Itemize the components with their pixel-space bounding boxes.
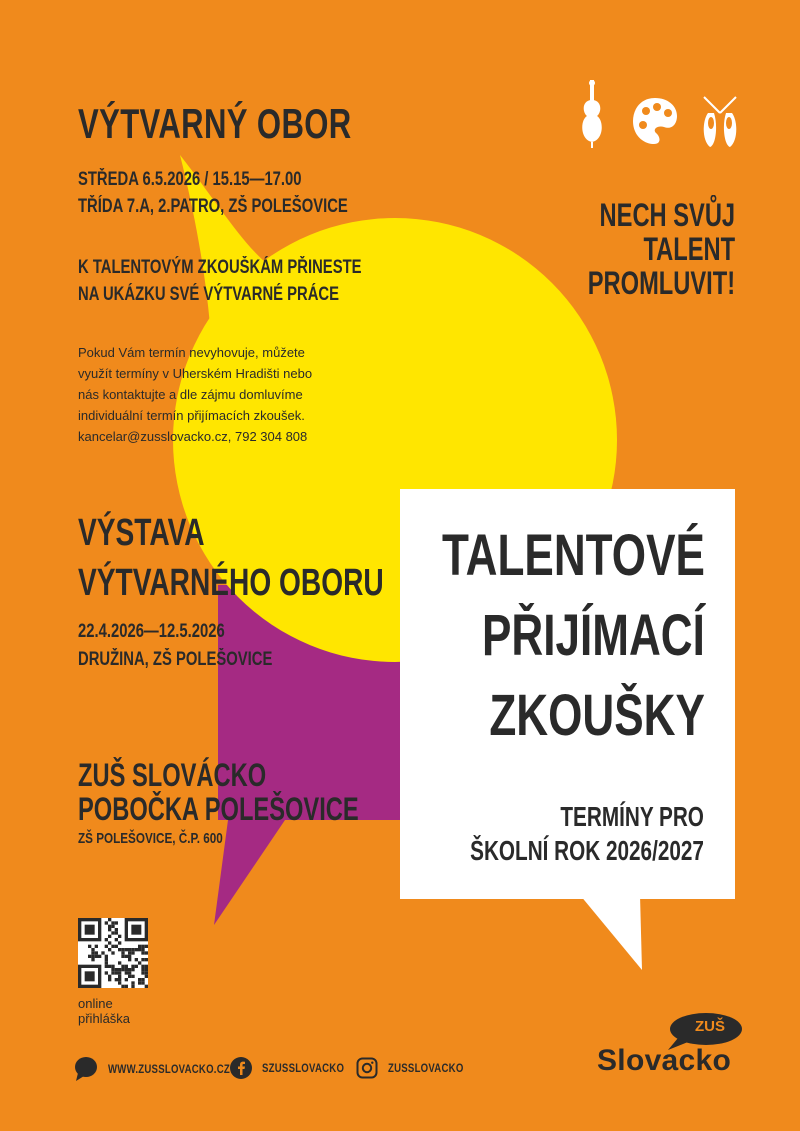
subtitle-line: ŠKOLNÍ ROK 2026/2027: [470, 835, 704, 866]
info-line: individuální termín přijímacích zkoušek.: [78, 408, 305, 423]
qr-module: [145, 945, 148, 948]
qr-module: [111, 951, 114, 954]
qr-finder: [131, 925, 141, 935]
exam-date: STŘEDA 6.5.2026 / 15.15—17.00: [78, 169, 302, 190]
qr-module: [108, 935, 111, 938]
qr-module: [138, 945, 141, 948]
qr-module: [111, 931, 114, 934]
qr-module: [131, 948, 134, 951]
qr-module: [131, 968, 134, 971]
qr-module: [118, 978, 121, 981]
qr-module: [118, 968, 121, 971]
website-link[interactable]: WWW.ZUSSLOVACKO.CZ: [108, 1062, 230, 1076]
qr-module: [91, 948, 94, 951]
qr-module: [105, 958, 108, 961]
info-line: Pokud Vám termín nevyhovuje, můžete: [78, 345, 305, 360]
qr-module: [118, 971, 121, 974]
qr-module: [91, 951, 94, 954]
exam-note-line-1: K TALENTOVÝM ZKOUŠKÁM PŘINESTE: [78, 257, 362, 278]
qr-module: [118, 981, 121, 984]
qr-module: [115, 968, 118, 971]
qr-module: [135, 948, 138, 951]
qr-module: [108, 975, 111, 978]
main-title-line: ZKOUŠKY: [489, 683, 705, 748]
slogan-line: PROMLUVIT!: [587, 265, 735, 301]
qr-module: [141, 968, 144, 971]
qr-module: [105, 961, 108, 964]
qr-module: [118, 975, 121, 978]
qr-module: [108, 965, 111, 968]
instagram-link[interactable]: ZUSSLOVACKO: [388, 1061, 464, 1075]
qr-module: [105, 955, 108, 958]
slogan-line: NECH SVŮJ: [599, 197, 735, 233]
qr-module: [108, 928, 111, 931]
branch-name-line-1: ZUŠ SLOVÁCKO: [78, 757, 267, 793]
qr-caption-line: přihláška: [78, 1011, 131, 1026]
qr-module: [115, 971, 118, 974]
qr-module: [115, 978, 118, 981]
title-box-tail: [560, 895, 650, 975]
facebook-icon: [230, 1057, 252, 1079]
qr-module: [145, 968, 148, 971]
qr-module: [111, 965, 114, 968]
qr-module: [121, 951, 124, 954]
qr-module: [131, 951, 134, 954]
qr-module: [118, 961, 121, 964]
branch-address: ZŠ POLEŠOVICE, Č.P. 600: [78, 830, 223, 847]
qr-module: [141, 981, 144, 984]
ballet-shoes-icon: [700, 95, 740, 149]
qr-module: [141, 978, 144, 981]
slogan: [536, 198, 735, 300]
qr-module: [105, 945, 108, 948]
qr-module: [145, 958, 148, 961]
qr-module: [115, 928, 118, 931]
qr-module: [135, 965, 138, 968]
qr-code[interactable]: [78, 918, 148, 988]
qr-module: [145, 951, 148, 954]
logo-name: Slovacko: [597, 1044, 732, 1077]
qr-module: [88, 945, 91, 948]
slogan-line: TALENT: [643, 231, 735, 267]
violin-icon: [578, 80, 606, 150]
qr-module: [95, 951, 98, 954]
exam-note-line-2: NA UKÁZKU SVÉ VÝTVARNÉ PRÁCE: [78, 284, 340, 305]
qr-module: [105, 971, 108, 974]
exhibition-heading-line-1: VÝSTAVA: [78, 512, 205, 554]
qr-module: [125, 971, 128, 974]
qr-module: [128, 975, 131, 978]
qr-caption: [78, 996, 130, 1026]
qr-module: [125, 948, 128, 951]
qr-module: [145, 971, 148, 974]
qr-module: [141, 945, 144, 948]
branch-name-line-2: POBOČKA POLEŠOVICE: [78, 791, 359, 827]
qr-module: [131, 965, 134, 968]
exhibition-dates: 22.4.2026—12.5.2026: [78, 621, 225, 642]
exam-place: TŘÍDA 7.A, 2.PATRO, ZŠ POLEŠOVICE: [78, 196, 348, 217]
qr-module: [131, 985, 134, 988]
main-title: [359, 516, 705, 756]
qr-module: [111, 945, 114, 948]
qr-module: [108, 948, 111, 951]
qr-finder: [85, 971, 95, 981]
subtitle: [388, 800, 704, 868]
qr-module: [121, 968, 124, 971]
facebook-link[interactable]: SZUSSLOVACKO: [262, 1061, 345, 1075]
qr-module: [128, 951, 131, 954]
main-title-line: PŘIJÍMACÍ: [482, 603, 705, 668]
qr-module: [125, 965, 128, 968]
qr-module: [111, 971, 114, 974]
qr-module: [138, 981, 141, 984]
qr-module: [141, 951, 144, 954]
qr-module: [121, 955, 124, 958]
qr-module: [108, 941, 111, 944]
qr-module: [128, 958, 131, 961]
info-line: využít termíny v Uherském Hradišti nebo: [78, 366, 313, 381]
qr-module: [105, 938, 108, 941]
qr-module: [135, 958, 138, 961]
palette-icon: [632, 96, 678, 146]
qr-module: [128, 968, 131, 971]
chat-bubble-icon: [74, 1056, 98, 1082]
qr-module: [105, 921, 108, 924]
qr-module: [145, 985, 148, 988]
instagram-icon: [356, 1057, 378, 1079]
qr-module: [141, 958, 144, 961]
qr-module: [115, 945, 118, 948]
exhibition-place: DRUŽINA, ZŠ POLEŠOVICE: [78, 649, 273, 670]
qr-module: [121, 965, 124, 968]
qr-module: [121, 985, 124, 988]
qr-module: [131, 975, 134, 978]
qr-module: [145, 965, 148, 968]
qr-module: [115, 938, 118, 941]
qr-module: [95, 945, 98, 948]
qr-module: [108, 978, 111, 981]
info-paragraph: [78, 342, 312, 447]
qr-module: [115, 921, 118, 924]
qr-module: [91, 955, 94, 958]
qr-module: [88, 955, 91, 958]
qr-module: [125, 985, 128, 988]
qr-module: [131, 981, 134, 984]
qr-module: [145, 975, 148, 978]
qr-module: [141, 971, 144, 974]
qr-module: [121, 948, 124, 951]
exhibition-heading-line-2: VÝTVARNÉHO OBORU: [78, 562, 384, 604]
footer-facebook[interactable]: [230, 1057, 365, 1079]
qr-module: [111, 921, 114, 924]
subtitle-line: TERMÍNY PRO: [560, 801, 704, 832]
qr-module: [98, 955, 101, 958]
qr-module: [91, 958, 94, 961]
qr-module: [141, 948, 144, 951]
qr-module: [108, 918, 111, 921]
logo-badge-text: ZUŠ: [695, 1018, 725, 1035]
qr-caption-line: online: [78, 996, 113, 1011]
qr-finder: [85, 925, 95, 935]
contact-line: kancelar@zusslovacko.cz, 792 304 808: [78, 429, 308, 444]
main-title-line: TALENTOVÉ: [442, 523, 705, 588]
qr-module: [125, 978, 128, 981]
qr-module: [138, 948, 141, 951]
qr-module: [125, 955, 128, 958]
qr-module: [108, 925, 111, 928]
qr-module: [128, 948, 131, 951]
qr-module: [101, 951, 104, 954]
qr-module: [118, 935, 121, 938]
qr-module: [118, 941, 121, 944]
qr-module: [128, 971, 131, 974]
qr-module: [141, 965, 144, 968]
info-line: nás kontaktujte a dle zájmu domluvíme: [78, 387, 303, 402]
qr-module: [111, 968, 114, 971]
qr-module: [95, 955, 98, 958]
qr-module: [111, 925, 114, 928]
qr-module: [118, 948, 121, 951]
qr-module: [125, 968, 128, 971]
section-heading-vytvarny-obor: VÝTVARNÝ OBOR: [78, 100, 352, 147]
qr-module: [105, 965, 108, 968]
qr-module: [138, 961, 141, 964]
qr-module: [115, 931, 118, 934]
footer-instagram[interactable]: [356, 1057, 482, 1079]
qr-module: [128, 955, 131, 958]
qr-module: [138, 978, 141, 981]
